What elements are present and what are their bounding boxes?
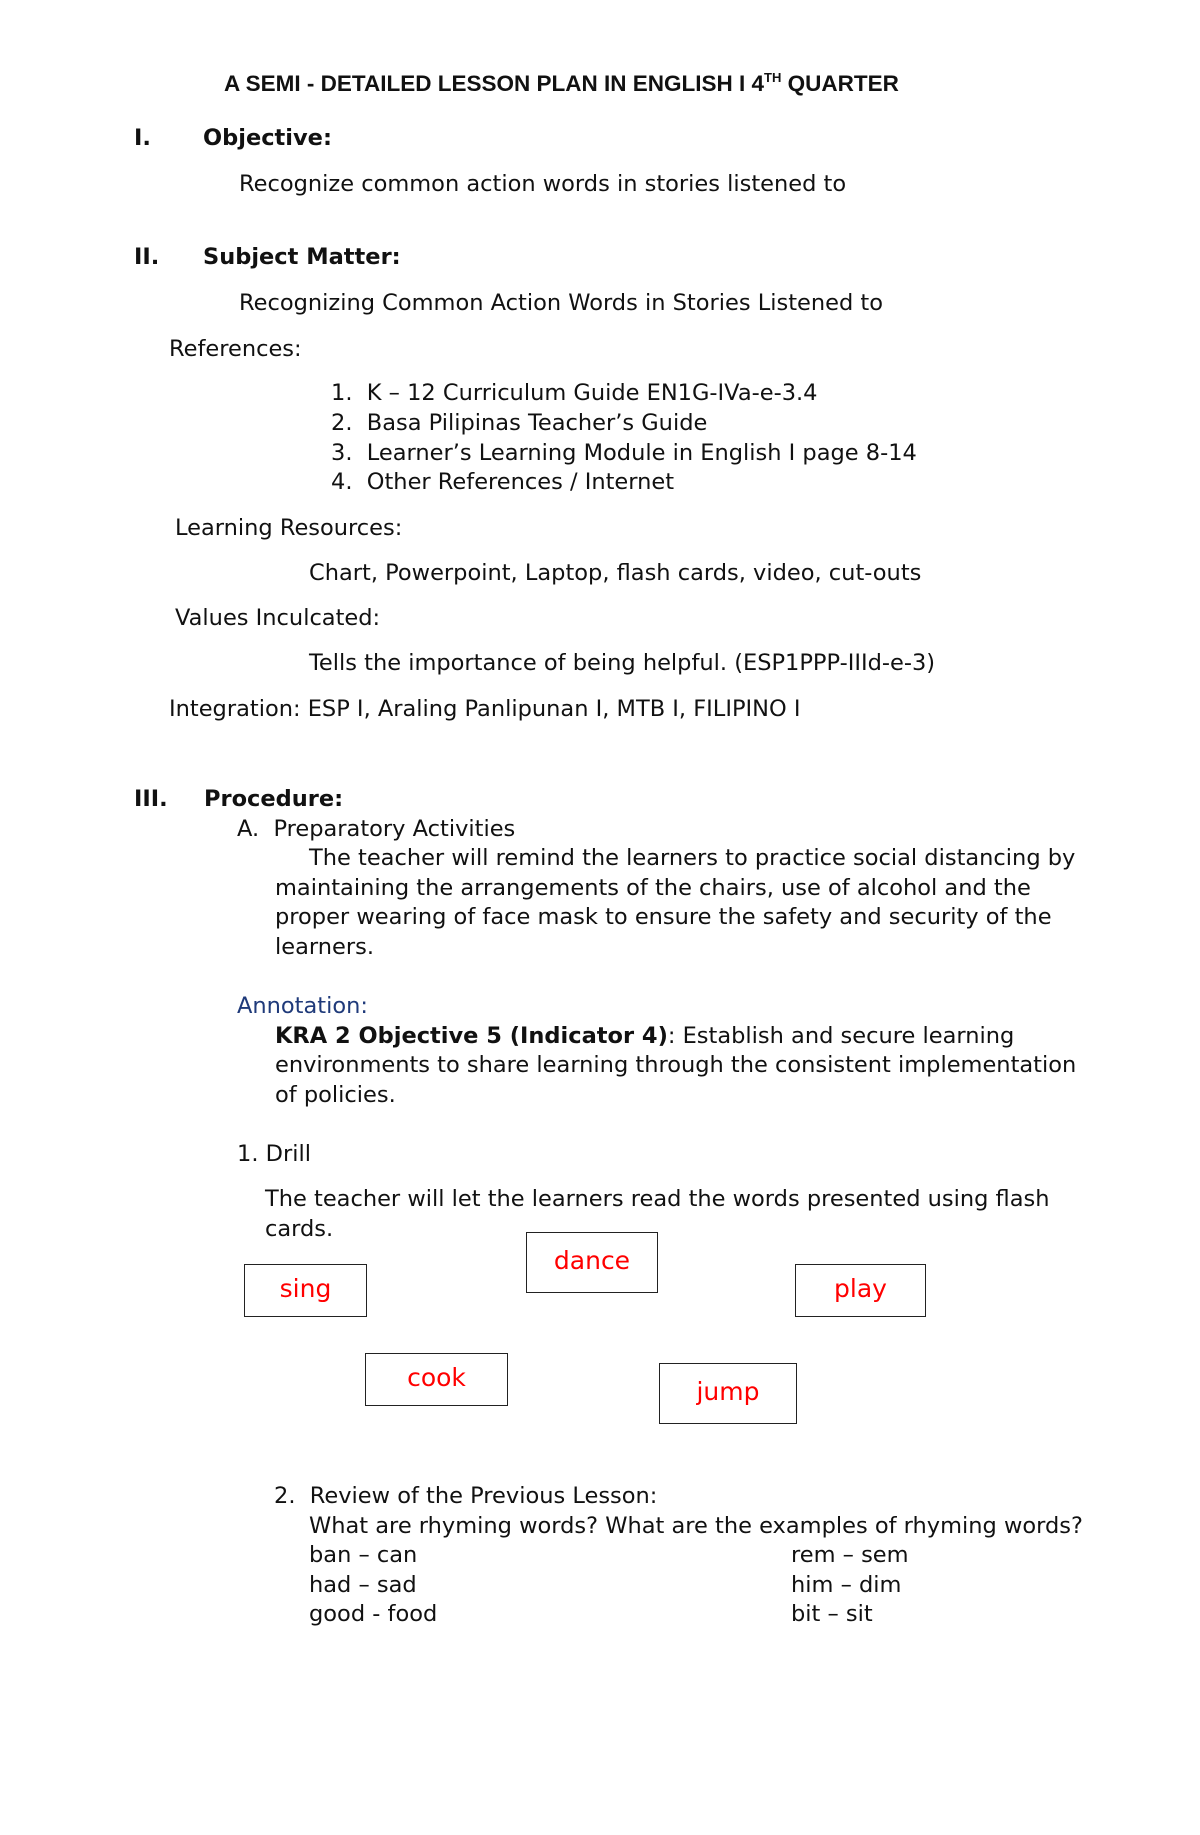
preparatory-activities-label: A. Preparatory Activities — [237, 816, 516, 842]
rhyme-pair: bit – sit — [791, 1601, 873, 1627]
annotation-label: Annotation: — [237, 993, 368, 1019]
reference-item: 4. Other References / Internet — [331, 469, 675, 495]
annotation-kra-rest: : Establish and secure learning — [667, 1023, 1015, 1049]
flash-card-play: play — [795, 1264, 926, 1317]
values-text: Tells the importance of being helpful. (ESP1PPP-IIId-e-3) — [309, 650, 936, 676]
references-label: References: — [169, 336, 302, 362]
annotation-kra-bold: KRA 2 Objective 5 (Indicator 4) — [275, 1023, 668, 1049]
preparatory-text-line: learners. — [275, 934, 374, 960]
learning-resources-label: Learning Resources: — [175, 515, 403, 541]
procedure-heading: Procedure: — [204, 786, 344, 812]
subject-matter-text: Recognizing Common Action Words in Stories Listened to — [239, 290, 884, 316]
reference-item: 1. K – 12 Curriculum Guide EN1G-IVa-e-3.4 — [331, 380, 818, 406]
annotation-kra-line — [275, 1024, 1014, 1050]
reference-item: 2. Basa Pilipinas Teacher’s Guide — [331, 410, 708, 436]
flash-card-cook: cook — [365, 1353, 508, 1406]
annotation-text-line: environments to share learning through the consistent implementation — [275, 1052, 1077, 1078]
review-question: What are rhyming words? What are the examples of rhyming words? — [309, 1513, 1083, 1539]
drill-label: 1. Drill — [237, 1141, 311, 1167]
annotation-text-line: of policies. — [275, 1082, 396, 1108]
values-label: Values Inculcated: — [175, 605, 381, 631]
preparatory-text-line: maintaining the arrangements of the chairs, use of alcohol and the — [275, 875, 1031, 901]
flash-card-jump: jump — [659, 1363, 797, 1424]
review-label: 2. Review of the Previous Lesson: — [274, 1483, 658, 1509]
section-numeral-procedure: III. — [134, 786, 168, 812]
page-title: A SEMI - DETAILED LESSON PLAN IN ENGLISH I 4TH QUARTER — [224, 70, 899, 96]
drill-text-line: The teacher will let the learners read the words presented using flash — [265, 1186, 1050, 1212]
flash-card-sing: sing — [244, 1264, 367, 1317]
learning-resources-text: Chart, Powerpoint, Laptop, flash cards, video, cut-outs — [309, 560, 922, 586]
flash-card-dance: dance — [526, 1232, 658, 1293]
rhyme-pair: good - food — [309, 1601, 438, 1627]
rhyme-pair: him – dim — [791, 1572, 902, 1598]
objective-heading: Objective: — [203, 125, 332, 151]
section-numeral-objective: I. — [134, 125, 151, 151]
section-numeral-subject-matter: II. — [134, 244, 160, 270]
integration-text: Integration: ESP I, Araling Panlipunan I, MTB I, FILIPINO I — [169, 696, 801, 722]
rhyme-pair: had – sad — [309, 1572, 417, 1598]
drill-text-line: cards. — [265, 1216, 334, 1242]
preparatory-text-line: The teacher will remind the learners to practice social distancing by — [309, 845, 1076, 871]
subject-matter-heading: Subject Matter: — [203, 244, 401, 270]
objective-text: Recognize common action words in stories listened to — [239, 171, 847, 197]
reference-item: 3. Learner’s Learning Module in English I page 8-14 — [331, 440, 917, 466]
preparatory-text-line: proper wearing of face mask to ensure the safety and security of the — [275, 904, 1052, 930]
rhyme-pair: rem – sem — [791, 1542, 909, 1568]
rhyme-pair: ban – can — [309, 1542, 418, 1568]
